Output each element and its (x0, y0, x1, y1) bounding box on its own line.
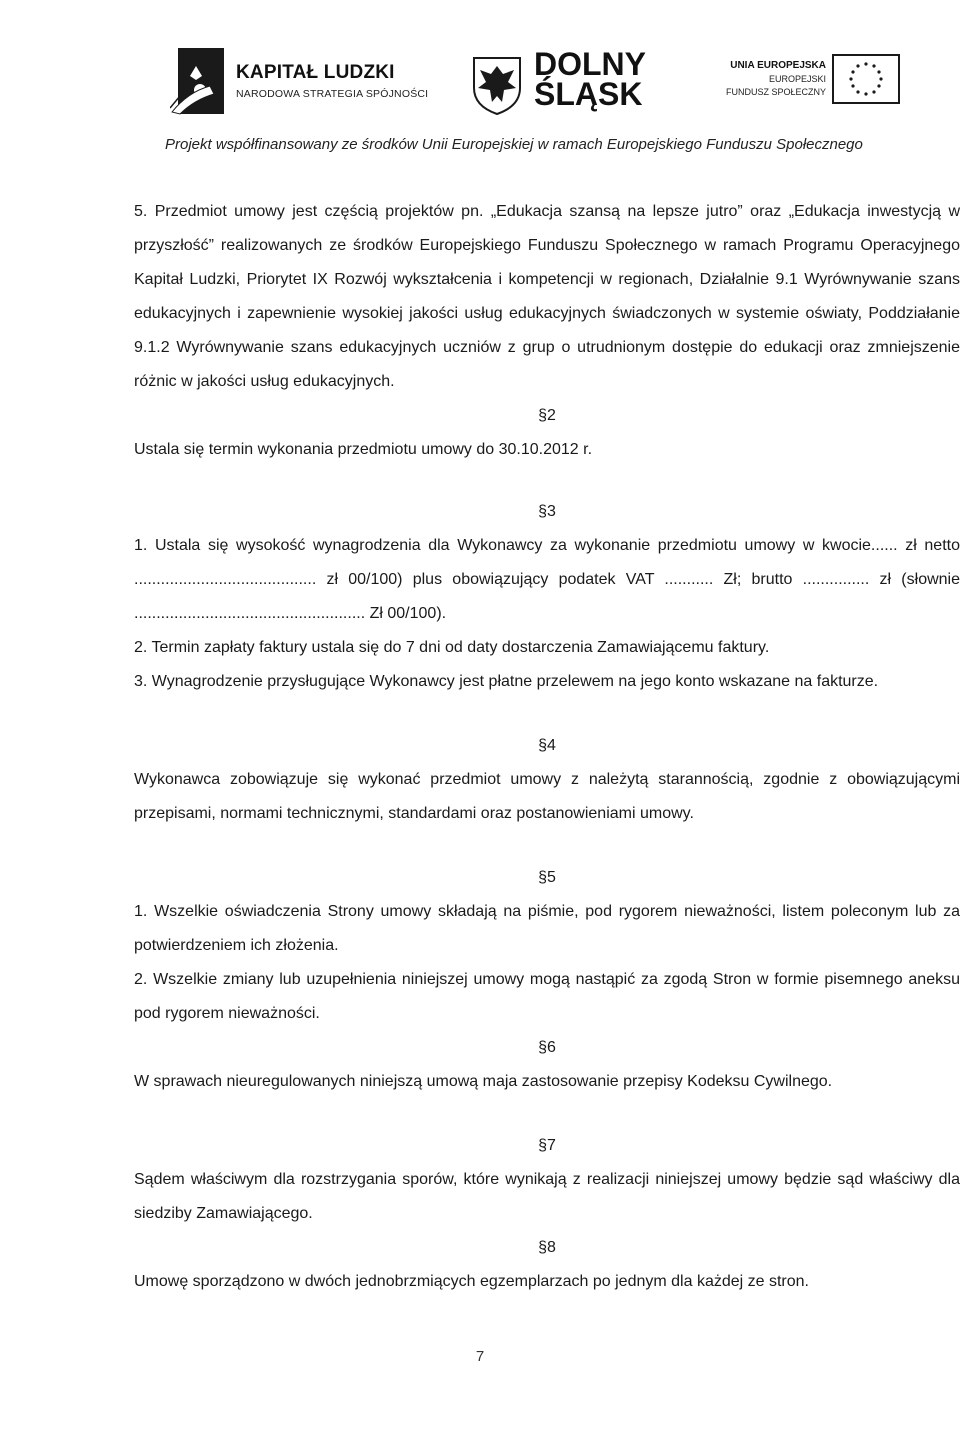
slask-text: ŚLĄSK (534, 76, 643, 112)
eu-fund-line1: EUROPEJSKI (768, 74, 826, 84)
section-6-heading: §6 (538, 1039, 556, 1056)
section-2-text: Ustala się termin wykonania przedmiotu umowy do 30.10.2012 r. (134, 441, 593, 458)
section-5-heading: §5 (538, 869, 556, 886)
eagle-crest-icon (468, 54, 526, 116)
document-header (0, 0, 960, 170)
section-8-heading: §8 (538, 1239, 556, 1256)
dolny-text: DOLNY (534, 46, 646, 82)
section-7-heading: §7 (538, 1137, 556, 1154)
kapital-ludzki-subtitle: NARODOWA STRATEGIA SPÓJNOŚCI (236, 88, 429, 100)
clause-5-paragraph: 5. Przedmiot umowy jest częścią projektów pn. „Edukacja szansą na lepsze jutro” oraz „Edukacja inwestycją w przyszłość” realizowanych ze środków Europejskiego Funduszu Społecznego w ramach Programu Operacyjnego Kapitał Ludzki, Priorytet IX Rozwój wykształcenia i kompetencji w regionach, Działalnie 9.1 Wyrównywanie szans edukacyjnych i zapewnienie wysokiej jakości usług edukacyjnych świadczonych w systemie oświaty, Poddziałanie 9.1.2 Wyrównywanie szans edukacyjnych uczniów z grup o utrudnionym dostępie do edukacji oraz zmniejszenie różnic w jakości usług edukacyjnych. (134, 203, 960, 390)
project-cofinancing-note: Projekt współfinansowany ze środków Unii Europejskiej w ramach Europejskiego Funduszu Społecznego (165, 136, 863, 153)
kapital-ludzki-logo (170, 46, 430, 116)
section-4-heading: §4 (538, 737, 556, 754)
section-8-text: Umowę sporządzono w dwóch jednobrzmiących egzemplarzach po jednym dla każdej ze stron. (134, 1273, 809, 1290)
section-5-item-1: 1. Wszelkie oświadczenia Strony umowy składają na piśmie, pod rygorem nieważności, listem poleconym lub za potwierdzeniem ich złożenia. (134, 903, 960, 954)
section-3-item-1: 1. Ustala się wysokość wynagrodzenia dla Wykonawcy za wykonanie przedmiotu umowy w kwocie...... zł netto ......................................... zł 00/100) plus obowiązujący podatek VAT ........... Zł; brutto ............... zł (słownie .................................................... Zł 00/100). (134, 537, 960, 622)
eu-social-fund-logo (716, 60, 916, 112)
eu-fund-line2: FUNDUSZ SPOŁECZNY (725, 87, 826, 97)
section-3-heading: §3 (538, 503, 556, 520)
section-3-item-3: 3. Wynagrodzenie przysługujące Wykonawcy jest płatne przelewem na jego konto wskazane na fakturze. (134, 673, 879, 690)
eu-flag-icon (832, 54, 900, 104)
section-7-text: Sądem właściwym dla rozstrzygania sporów, które wynikają z realizacji niniejszej umowy będzie sąd właściwy dla siedziby Zamawiającego. (134, 1171, 960, 1222)
section-3-item-2: 2. Termin zapłaty faktury ustala się do 7 dni od daty dostarczenia Zamawiającemu faktury. (134, 639, 770, 656)
eu-title: UNIA EUROPEJSKA (730, 60, 826, 71)
section-6-text: W sprawach nieuregulowanych niniejszą umową maja zastosowanie przepisy Kodeksu Cywilnego. (134, 1073, 833, 1090)
kapital-ludzki-title: KAPITAŁ LUDZKI (236, 62, 395, 83)
section-4-text: Wykonawca zobowiązuje się wykonać przedmiot umowy z należytą starannością, zgodnie z obowiązującymi przepisami, normami technicznymi, standardami oraz postanowieniami umowy. (134, 771, 960, 822)
section-5-item-2: 2. Wszelkie zmiany lub uzupełnienia niniejszej umowy mogą nastąpić za zgodą Stron w formie pisemnego aneksu pod rygorem nieważności. (134, 971, 960, 1022)
section-2-heading: §2 (538, 407, 556, 424)
dolny-slask-logo (468, 46, 668, 124)
kapital-ludzki-emblem-icon (170, 46, 226, 116)
contract-body (134, 195, 960, 1299)
page-number: 7 (475, 1348, 485, 1365)
